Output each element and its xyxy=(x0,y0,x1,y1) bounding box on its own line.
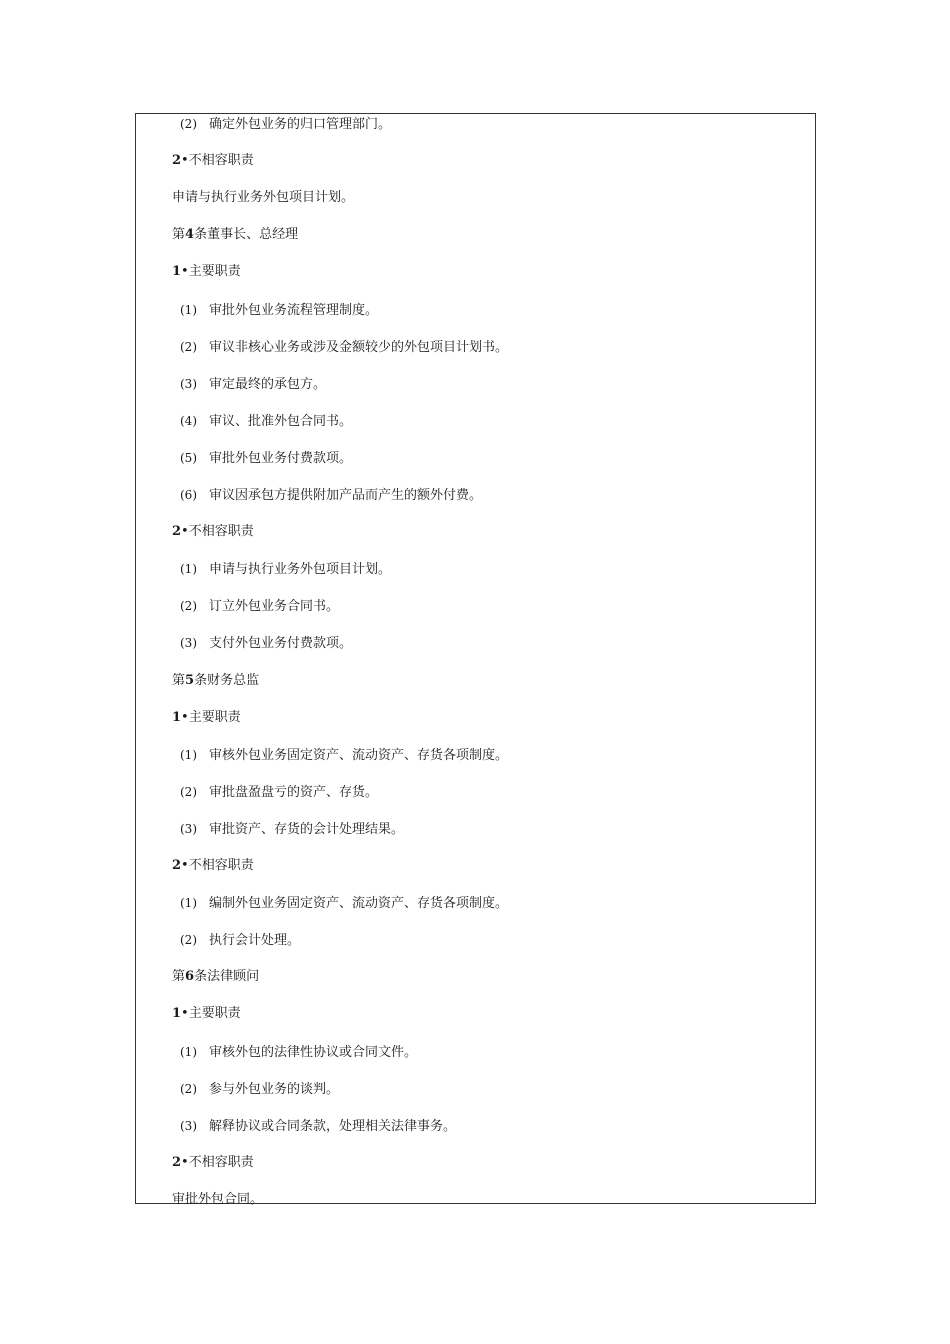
list-item-number: (1) xyxy=(180,1044,197,1059)
list-item xyxy=(180,339,508,356)
subsection-heading-text xyxy=(172,858,254,873)
article-heading xyxy=(172,227,298,243)
article-prefix: 第 xyxy=(172,227,186,243)
subsection-title: •不相容职责 xyxy=(181,1154,254,1170)
subsection-number: 2 xyxy=(172,524,182,540)
list-item-text: 审议非核心业务或涉及金额较少的外包项目计划书。 xyxy=(209,339,509,355)
list-item xyxy=(180,635,352,652)
list-item xyxy=(180,1118,456,1135)
subsection-title: •主要职责 xyxy=(181,264,241,280)
list-item xyxy=(180,895,508,912)
article-title: 条董事长、总经理 xyxy=(194,227,299,243)
subsection-title: •不相容职责 xyxy=(181,858,254,873)
list-item-number: (3) xyxy=(180,636,197,651)
list-item xyxy=(180,561,391,578)
list-item xyxy=(180,1081,339,1098)
article-heading xyxy=(172,969,259,985)
subsection-heading-text xyxy=(172,710,241,725)
list-item-number: (4) xyxy=(180,413,197,428)
list-item-number: (6) xyxy=(180,488,197,502)
article-title: 条财务总监 xyxy=(194,672,260,688)
list-item-number: (5) xyxy=(180,450,197,465)
list-item-number: (3) xyxy=(180,376,197,391)
article-number: 5 xyxy=(185,672,195,688)
list-item-number: (1) xyxy=(180,302,197,317)
subsection-number: 1 xyxy=(172,264,182,280)
subsection-heading-text xyxy=(172,1006,241,1021)
list-item-text: 申请与执行业务外包项目计划。 xyxy=(209,562,392,578)
article-heading xyxy=(172,673,259,689)
subsection-title: •主要职责 xyxy=(181,709,241,725)
article-number: 6 xyxy=(185,969,195,985)
list-item-number: (2) xyxy=(180,117,197,131)
subsection-title: •主要职责 xyxy=(181,1006,241,1022)
list-item-text: 订立外包业务合同书。 xyxy=(209,599,340,615)
list-item-number: (2) xyxy=(180,784,197,799)
list-item-number: (2) xyxy=(180,933,197,948)
subsection-heading xyxy=(172,1155,254,1171)
list-item-text: 执行会计处理。 xyxy=(209,933,301,949)
list-item xyxy=(180,747,508,764)
list-item xyxy=(180,116,391,133)
article-title: 条法律顾问 xyxy=(194,969,260,985)
list-item-text: 支付外包业务付费款项。 xyxy=(209,636,353,652)
list-item-number: (1) xyxy=(180,896,197,911)
list-item xyxy=(180,302,378,319)
list-item-number: (2) xyxy=(180,339,197,354)
subsection-number: 2 xyxy=(172,153,182,169)
list-item-text: 审议、批准外包合同书。 xyxy=(209,413,353,429)
list-item-text: 审批外包业务付费款项。 xyxy=(209,450,353,466)
list-item xyxy=(180,932,300,949)
subsection-heading-text xyxy=(172,524,254,539)
list-item xyxy=(180,376,326,393)
list-item xyxy=(180,487,482,504)
subsection-heading-text xyxy=(172,1155,254,1170)
list-item-text: 审议因承包方提供附加产品而产生的额外付费。 xyxy=(209,488,483,503)
article-number: 4 xyxy=(185,227,195,243)
subsection-number: 2 xyxy=(172,1154,182,1170)
list-item-text: 解释协议或合同条款，处理相关法律事务。 xyxy=(209,1118,457,1134)
list-item-number: (3) xyxy=(180,821,197,836)
list-item-number: (2) xyxy=(180,599,197,614)
list-item xyxy=(180,821,404,838)
subsection-heading xyxy=(172,858,254,874)
paragraph: 申请与执行业务外包项目计划。 xyxy=(172,190,355,206)
subsection-number: 1 xyxy=(172,1006,182,1022)
list-item-text: 审核外包的法律性协议或合同文件。 xyxy=(209,1044,418,1060)
list-item-text: 编制外包业务固定资产、流动资产、存货各项制度。 xyxy=(209,896,509,912)
subsection-heading xyxy=(172,710,241,726)
subsection-heading xyxy=(172,153,254,169)
subsection-heading xyxy=(172,264,241,280)
paragraph: 审批外包合同。 xyxy=(172,1191,264,1207)
list-item-number: (1) xyxy=(180,562,197,577)
article-prefix: 第 xyxy=(172,672,186,688)
list-item xyxy=(180,598,339,615)
list-item-text: 审批外包业务流程管理制度。 xyxy=(209,302,379,318)
subsection-heading-text xyxy=(172,264,241,279)
list-item-text: 确定外包业务的归口管理部门。 xyxy=(209,117,392,132)
article-prefix: 第 xyxy=(172,969,186,985)
subsection-number: 2 xyxy=(172,858,182,873)
list-item-number: (1) xyxy=(180,747,197,762)
subsection-heading xyxy=(172,524,254,540)
subsection-title: •不相容职责 xyxy=(181,153,254,169)
list-item xyxy=(180,450,352,467)
list-item-text: 参与外包业务的谈判。 xyxy=(209,1081,340,1097)
list-item-text: 审核外包业务固定资产、流动资产、存货各项制度。 xyxy=(209,747,509,763)
list-item xyxy=(180,413,352,430)
list-item xyxy=(180,1044,417,1061)
list-item-number: (3) xyxy=(180,1118,197,1133)
subsection-title: •不相容职责 xyxy=(181,524,254,540)
list-item xyxy=(180,784,378,801)
subsection-heading-text xyxy=(172,153,254,168)
list-item-text: 审批盘盈盘亏的资产、存货。 xyxy=(209,784,379,800)
list-item-text: 审批资产、存货的会计处理结果。 xyxy=(209,821,405,837)
subsection-heading xyxy=(172,1006,241,1022)
list-item-text: 审定最终的承包方。 xyxy=(209,376,327,392)
subsection-number: 1 xyxy=(172,709,182,725)
list-item-number: (2) xyxy=(180,1081,197,1096)
